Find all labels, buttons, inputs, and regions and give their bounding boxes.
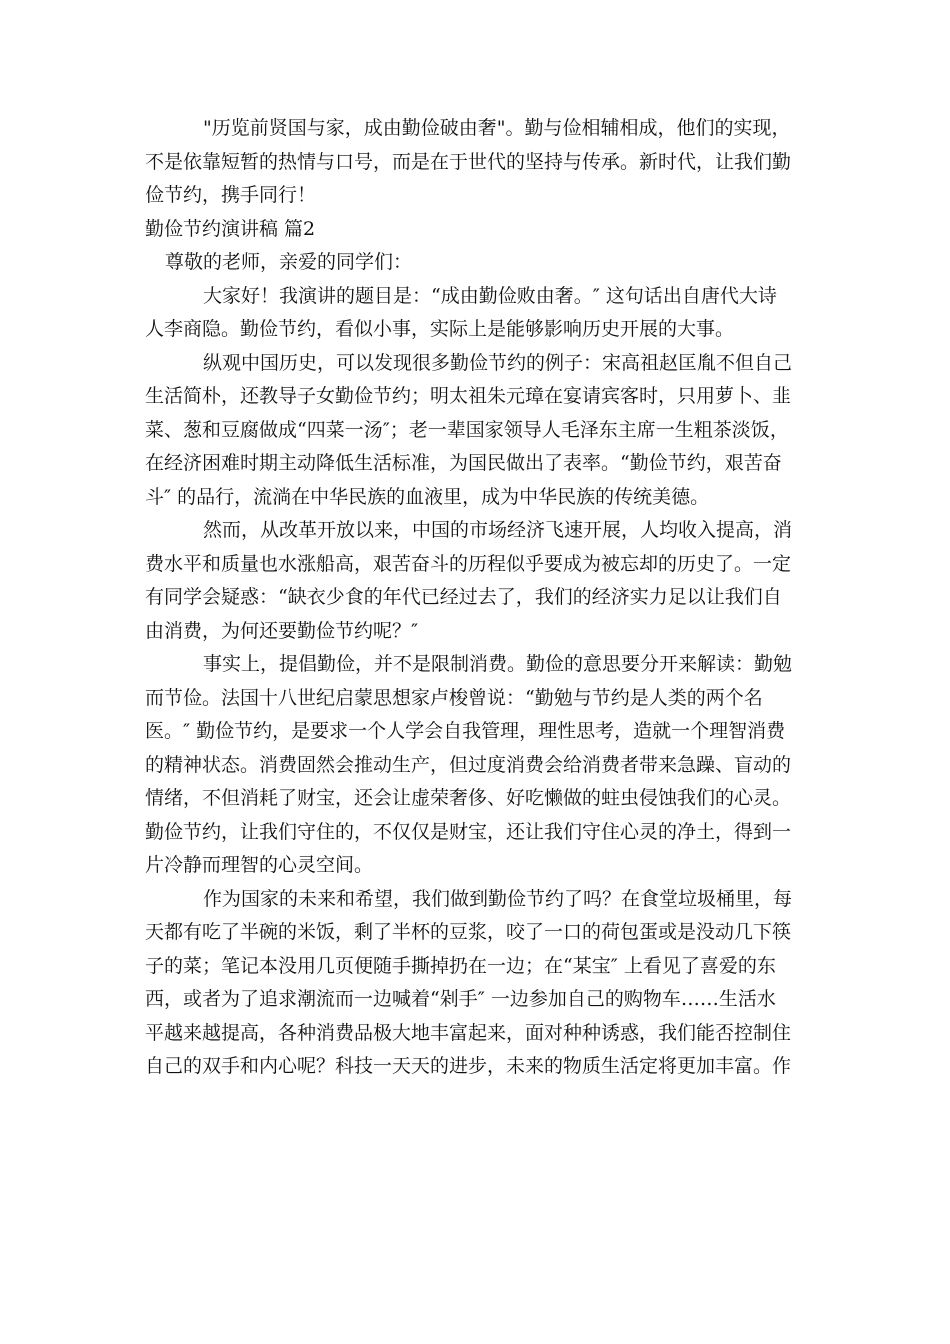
paragraph-1 [145,280,800,347]
section-heading-text: 勤俭节约演讲稿 篇2 [145,217,316,240]
text-line: 自己的双手和内心呢？科技一天天的进步，未来的物质生活定将更加丰富。作 [145,1055,792,1077]
text-line: 大家好！我演讲的题目是：“成由勤俭败由奢。″ 这句话出自唐代大诗 [203,284,777,307]
paragraph-3 [145,514,800,648]
text-line: 而节俭。法国十八世纪启蒙思想家卢梭曾说：“勤勉与节约是人类的两个名 [145,686,763,709]
text-line: 的精神状态。消费固然会推动生产，但过度消费会给消费者带来急躁、盲动的 [145,753,792,776]
text-line: 人李商隐。勤俭节约，看似小事，实际上是能够影响历史开展的大事。 [145,318,735,340]
section-heading [145,213,800,247]
text-line: 子的菜；笔记本没用几页便随手撕掉扔在一边；在“某宝″ 上看见了喜爱的东 [145,954,776,977]
document-body [145,112,800,1084]
text-line: 事实上，提倡勤俭，并不是限制消费。勤俭的意思要分开来解读：勤勉 [203,653,793,675]
text-line: 菜、葱和豆腐做成“四菜一汤″；老一辈国家领导人毛泽东主席一生粗茶淡饭， [145,418,789,441]
text-line: 不是依靠短暂的热情与口号，而是在于世代的坚持与传承。新时代，让我们勤 [145,150,792,173]
text-line: 生活简朴，还教导子女勤俭节约；明太祖朱元璋在宴请宾客时，只用萝卜、韭 [145,385,792,407]
salutation-text: 尊敬的老师，亲爱的同学们： [165,251,413,273]
text-line: 有同学会疑惑：“缺衣少食的年代已经过去了，我们的经济实力足以让我们自 [145,586,782,608]
text-line: 片冷静而理智的心灵空间。 [145,854,374,876]
text-line: 医。″ 勤俭节约，是要求一个人学会自我管理，理性思考，造就一个理智消费 [145,720,786,742]
text-line: 费水平和质量也水涨船高，艰苦奋斗的历程似乎要成为被忘却的历史了。一定 [145,552,792,575]
salutation [145,246,800,280]
paragraph-5 [145,883,800,1084]
text-line: 由消费，为何还要勤俭节约呢？″ [145,619,419,642]
text-line: "历览前贤国与家，成由勤俭破由奢"。勤与俭相辅相成，他们的实现， [203,117,791,139]
text-line: 俭节约，携手同行！ [145,184,317,206]
text-line: 平越来越提高，各种消费品极大地丰富起来，面对种种诱惑，我们能否控制住 [145,1021,792,1044]
text-line: 天都有吃了半碗的米饭，剩了半杯的豆浆，咬了一口的荷包蛋或是没动几下筷 [145,921,792,943]
text-line: 纵观中国历史，可以发现很多勤俭节约的例子：宋高祖赵匡胤不但自己 [203,351,793,374]
text-line: 勤俭节约，让我们守住的，不仅仅是财宝，还让我们守住心灵的净土，得到一 [145,820,792,843]
text-line: 作为国家的未来和希望，我们做到勤俭节约了吗？在食堂垃圾桶里，每 [203,887,793,910]
text-line: 情绪，不但消耗了财宝，还会让虚荣奢侈、好吃懒做的蛀虫侵蚀我们的心灵。 [145,787,792,809]
text-line: 然而，从改革开放以来，中国的市场经济飞速开展，人均收入提高，消 [203,519,793,541]
paragraph-4 [145,648,800,883]
text-line: 在经济困难时期主动降低生活标准，为国民做出了表率。“勤俭节约，艰苦奋 [145,452,782,474]
paragraph-2 [145,347,800,515]
text-line: 西，或者为了追求潮流而一边喊着“剁手″ 一边参加自己的购物车……生活水 [145,988,776,1010]
text-line: 斗″ 的品行，流淌在中华民族的血液里，成为中华民族的传统美德。 [145,485,710,508]
paragraph-intro-closing [145,112,800,213]
